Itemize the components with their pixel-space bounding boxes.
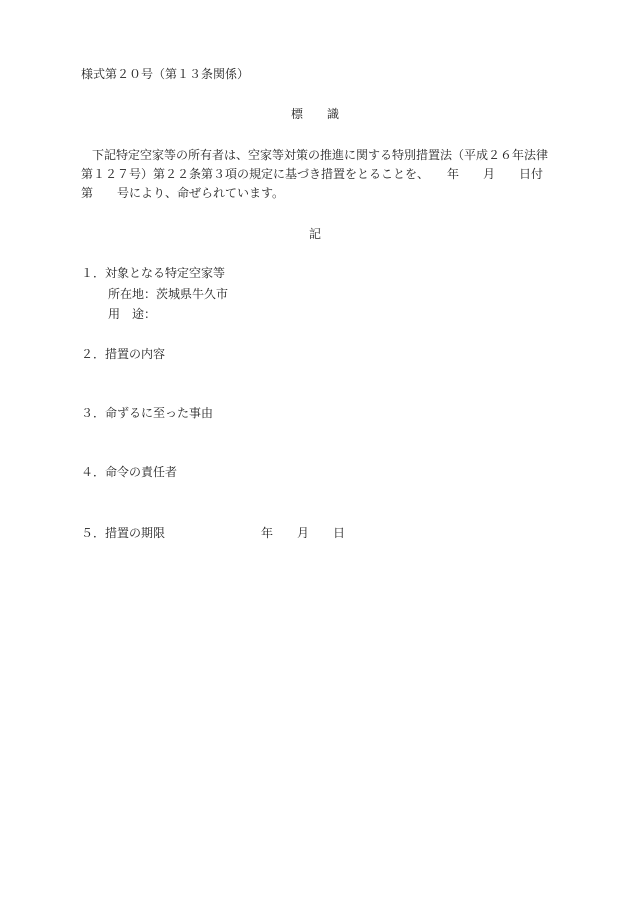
item-4-responsible-person: ４．命令の責任者: [81, 465, 178, 479]
item-2-measure-content: ２．措置の内容: [81, 347, 166, 361]
ki-heading: 記: [308, 227, 321, 241]
item-1-location: 所在地：茨城県牛久市: [108, 287, 229, 301]
body-text-line-1: 下記特定空家等の所有者は、空家等対策の推進に関する特別措置法（平成２６年法律: [92, 148, 549, 162]
item-1-target-property: １．対象となる特定空家等: [81, 266, 226, 280]
body-text-line-3: 第 号により、命ぜられています。: [81, 186, 285, 200]
body-text-line-2: 第１２７号）第２２条第３項の規定に基づき措置をとることを、 年 月 日付: [81, 167, 544, 181]
item-3-reason: ３．命ずるに至った事由: [81, 406, 214, 420]
form-number: 様式第２０号（第１３条関係）: [81, 67, 250, 81]
document-title: 標 識: [290, 107, 339, 121]
item-1-usage: 用 途：: [108, 307, 157, 321]
item-5-deadline: ５．措置の期限 年 月 日: [81, 526, 346, 540]
